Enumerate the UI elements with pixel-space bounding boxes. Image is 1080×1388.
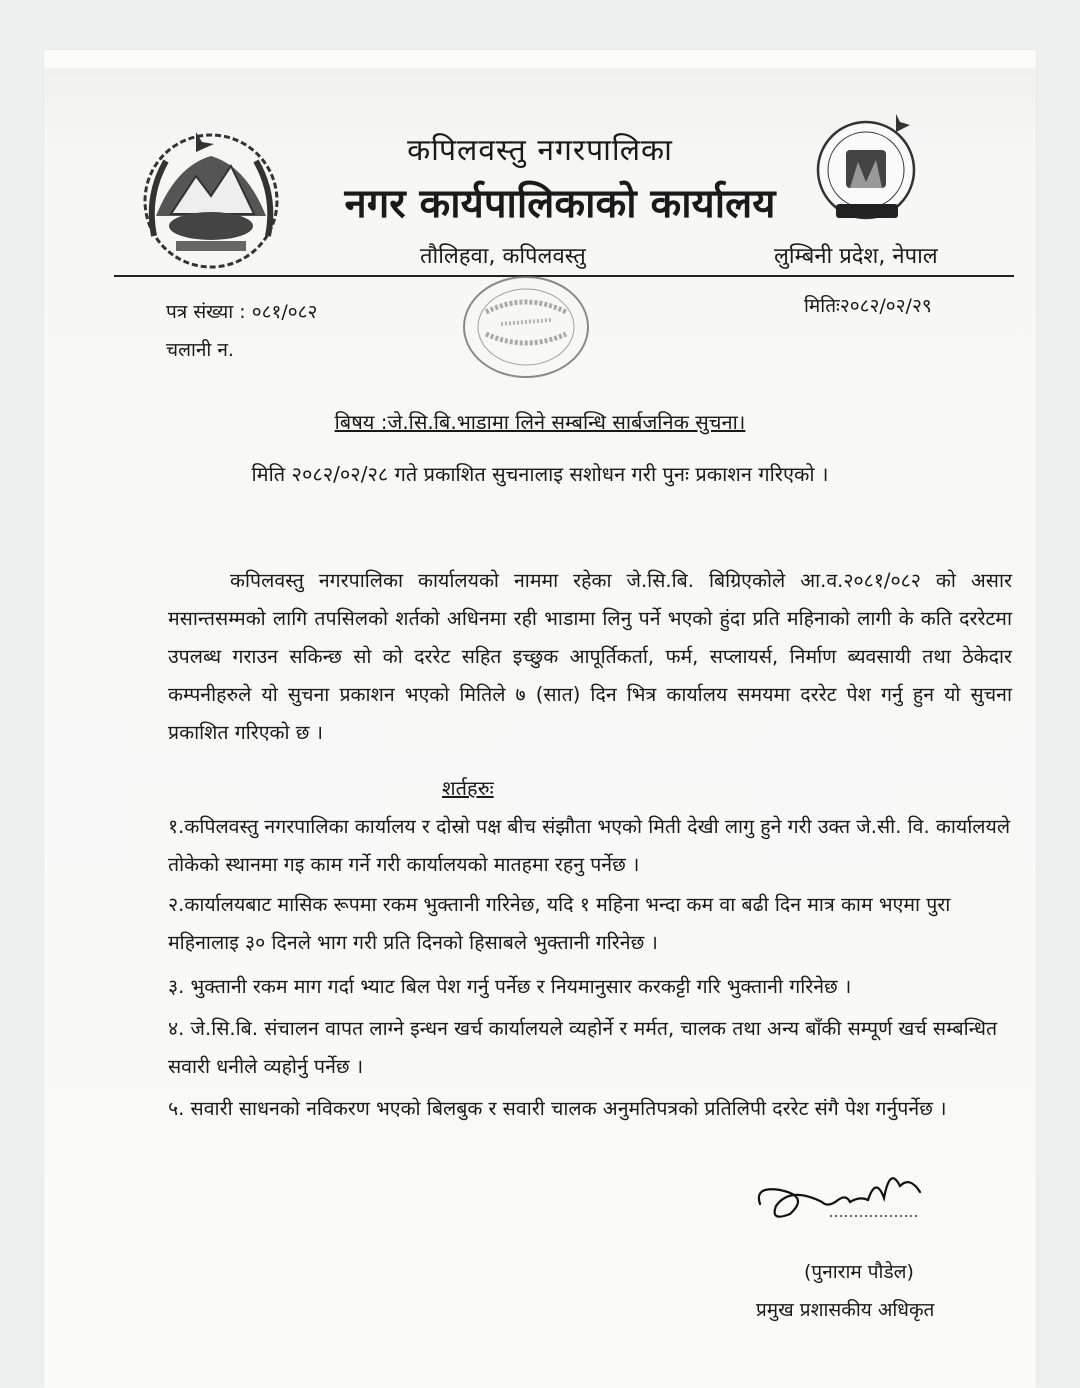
notice-body: कपिलवस्तु नगरपालिका कार्यालयको नाममा रहेका जे.सि.बि. बिग्रिएकोले आ.व.२०८१/०८२ को असार मसान्तसम्मको लागि तपसिलको शर्तको अधिनमा रही भाडामा लिनु पर्ने भएको हुंदा प्रति महिनाको लागी के कति दररेटमा उपलब्ध गराउन सकिन्छ सो को दररेट सहित इच्छुक आपूर्तिकर्ता, फर्म, सप्लायर्स, निर्माण ब्यवसायी तथा ठेकेदार कम्पनीहरुले यो सुचना प्रकाशन भएको मितिले ७ (सात) दिन भित्र कार्यालय समयमा दररेट पेश गर्नु हुन यो सुचना प्रकाशित गरिएको छ ।	[168, 569, 1012, 744]
term-item-4: ४. जे.सि.बि. संचालन वापत लाग्ने इन्धन खर्च कार्यालयले व्यहोर्ने र मर्मत, चालक तथा अन्य बाँकी सम्पूर्ण खर्च सम्बन्धित सवारी धनीले व्यहोर्नु पर्नेछ ।	[168, 1017, 998, 1078]
signature-icon	[750, 1156, 940, 1240]
letter-number: पत्र संख्या : ०८१/०८२	[166, 301, 318, 323]
term-item-3: ३. भुक्तानी रकम माग गर्दा भ्याट बिल पेश गर्नु पर्नेछ र नियमानुसार करकट्टी गरि भुक्तानी गरिनेछ ।	[168, 975, 852, 998]
term-item-1: १.कपिलवस्तु नगरपालिका कार्यालय र दोस्रो पक्ष बीच संझौता भएको मिती देखी लागु हुने गरी उक्त जे.सी. वि. कार्यालयले तोकेको स्थानमा गइ काम गर्ने गरी कार्यालयको मातहमा रहनु पर्नेछ ।	[168, 815, 1011, 876]
document-page	[44, 50, 1036, 1388]
office-stamp-icon	[456, 272, 596, 386]
chalani-number: चलानी न.	[166, 339, 234, 361]
notice-revision-line: मिति २०८२/०२/२८ गते प्रकाशित सुचनालाइ सशोधन गरी पुनः प्रकाशन गरिएको ।	[251, 462, 829, 486]
office-address: तौलिहवा, कपिलवस्तु	[420, 244, 586, 269]
office-name: नगर कार्यपालिकाको कार्यालय	[344, 181, 776, 227]
municipality-name: कपिलवस्तु नगरपालिका	[407, 133, 673, 168]
signatory-title: प्रमुख प्रशासकीय अधिकृत	[756, 1299, 935, 1321]
term-item-5: ५. सवारी साधनको नविकरण भएको बिलबुक र सवारी चालक अनुमतिपत्रको प्रतिलिपी दररेट संगै पेश गर्नुपर्नेछ ।	[168, 1097, 947, 1120]
notice-subject-text: बिषय :जे.सि.बि.भाडामा लिने सम्बन्धि सार्बजनिक सुचना।	[334, 410, 746, 434]
terms-heading: शर्तहरुः	[442, 776, 494, 800]
notice-subject	[44, 408, 1036, 435]
signatory-name: (पुनाराम पौडेल)	[804, 1261, 914, 1283]
province-name: लुम्बिनी प्रदेश, नेपाल	[774, 244, 938, 269]
letter-date: मितिः२०८२/०२/२९	[804, 295, 932, 317]
term-item-2: २.कार्यालयबाट मासिक रूपमा रकम भुक्तानी गरिनेछ, यदि १ महिना भन्दा कम वा बढी दिन मात्र काम भएमा पुरा महिनालाइ ३० दिनले भाग गरी प्रति दिनको हिसाबले भुक्तानी गरिनेछ ।	[168, 893, 951, 954]
